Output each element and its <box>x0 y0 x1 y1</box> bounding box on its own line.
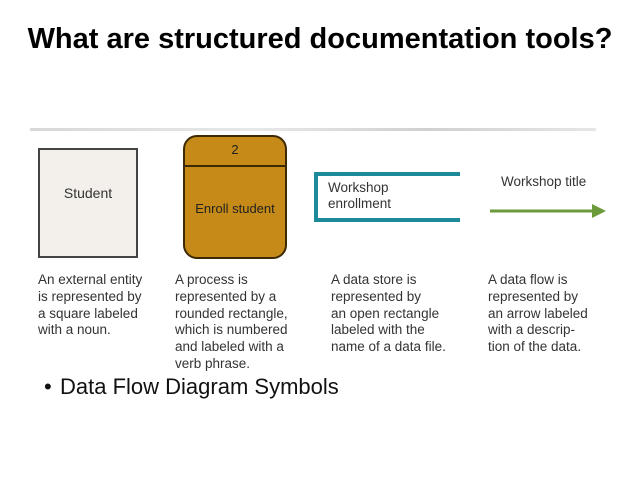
process-label: Enroll student <box>195 201 275 216</box>
data-flow-arrow-icon <box>490 201 608 221</box>
data-store-description: A data store is represented by an open rectangle labeled with the name of a data file. <box>331 272 446 355</box>
data-flow-description: A data flow is represented by an arrow labeled with a descrip- tion of the data. <box>488 272 588 355</box>
external-entity-description: An external entity is represented by a square labeled with a noun. <box>38 272 143 338</box>
external-entity-symbol <box>38 148 138 258</box>
bullet-text: Data Flow Diagram Symbols <box>60 374 339 399</box>
figure-top-border <box>30 128 596 131</box>
process-number: 2 <box>231 142 239 157</box>
data-store-label: Workshop enrollment <box>328 180 392 211</box>
dfd-symbols-figure <box>30 128 596 371</box>
external-entity-label: Student <box>63 185 113 201</box>
bullet-item <box>44 374 339 400</box>
process-symbol <box>183 135 287 259</box>
bullet-dot-icon: • <box>44 374 52 399</box>
data-store-symbol <box>314 172 460 222</box>
slide-title: What are structured documentation tools? <box>27 23 613 55</box>
data-flow-label: Workshop title <box>501 174 587 189</box>
process-divider <box>185 165 285 167</box>
process-description: A process is represented by a rounded rectangle, which is numbered and labeled with a verb phrase. <box>175 272 288 371</box>
